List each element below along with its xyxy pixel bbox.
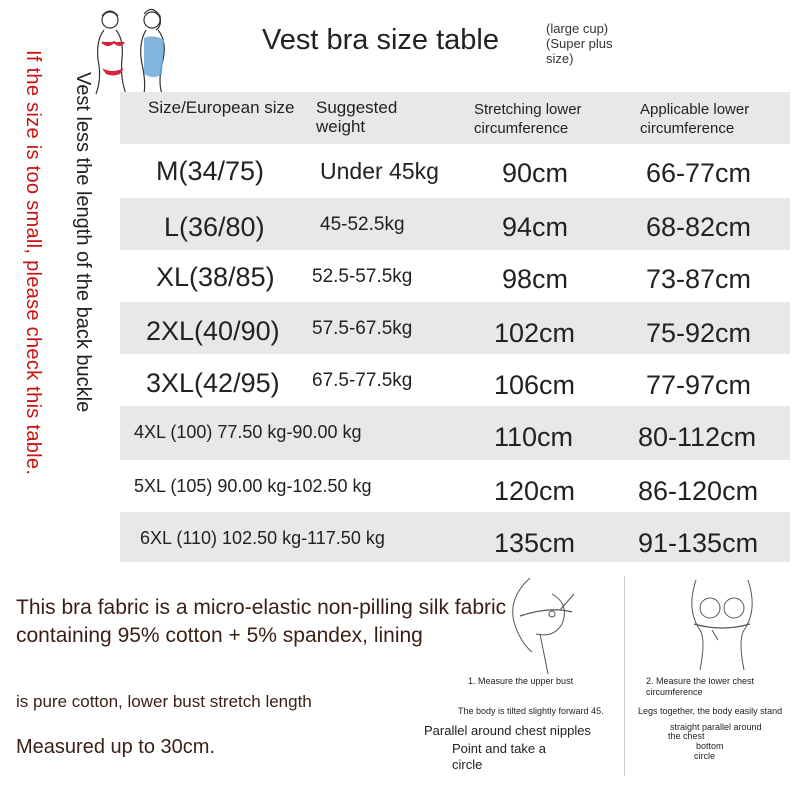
table-row [120, 460, 790, 512]
header-size: Size/European size [148, 98, 295, 117]
row-stretch: 110cm [494, 422, 574, 452]
size-warning-note [18, 50, 48, 580]
lower-chest-line2: the chest [668, 731, 705, 741]
row-size-weight: 6XL (110) 102.50 kg-117.50 kg [140, 528, 385, 548]
row-applicable: 73-87cm [646, 264, 752, 294]
row-weight: 45-52.5kg [320, 214, 405, 235]
table-header-row [120, 92, 790, 144]
row-applicable: 66-77cm [646, 158, 752, 188]
row-weight: 57.5-67.5kg [312, 318, 413, 339]
women-logo-illustration [88, 6, 188, 96]
lower-chest-line1: straight parallel around [670, 722, 762, 732]
row-applicable: 77-97cm [646, 370, 752, 400]
row-applicable: 86-120cm [638, 476, 759, 506]
table-row [120, 146, 790, 198]
upper-bust-line3: circle [452, 757, 483, 772]
measure-step-1-text: 1. Measure the upper bust [468, 676, 574, 686]
row-stretch: 106cm [494, 370, 576, 400]
header-applicable: Applicable lower circumference [640, 101, 750, 137]
cup-size-note: (large cup) (Super plus size) [546, 21, 613, 66]
row-weight: 52.5-57.5kg [312, 266, 413, 287]
row-applicable: 68-82cm [646, 212, 752, 242]
row-weight: 67.5-77.5kg [312, 370, 413, 391]
row-size: XL(38/85) [156, 262, 275, 292]
lower-chest-illustration [682, 574, 762, 674]
back-buckle-text: Vest less the length of the back buckle [72, 72, 94, 413]
table-row [120, 302, 790, 354]
tilt-note: The body is tilted slightly forward 45. [458, 706, 604, 716]
row-size: M(34/75) [156, 156, 265, 186]
fabric-description-3: Measured up to 30cm. [16, 736, 215, 758]
fabric-description-2: is pure cotton, lower bust stretch length [16, 692, 312, 711]
table-row [120, 512, 790, 562]
size-table [120, 92, 790, 562]
row-stretch: 120cm [494, 476, 576, 506]
measure-step-1 [468, 676, 573, 687]
table-row [120, 354, 790, 406]
row-applicable: 75-92cm [646, 318, 752, 348]
table-row [120, 198, 790, 250]
row-stretch: 98cm [502, 264, 569, 294]
header-weight: Suggested weight [316, 98, 398, 136]
row-size: 3XL(42/95) [146, 368, 280, 398]
row-weight: Under 45kg [320, 158, 439, 184]
page-title: Vest bra size table [262, 24, 499, 56]
legs-note: Legs together, the body easily stand [638, 706, 783, 716]
fabric-description: This bra fabric is a micro-elastic non-pilling silk fabric containing 95% cotton + 5% spandex, lining [16, 596, 507, 647]
upper-bust-line2: Point and take a [452, 741, 546, 756]
lower-chest-line3: bottom [696, 741, 724, 751]
table-row [120, 250, 790, 302]
row-stretch: 102cm [494, 318, 576, 348]
lower-chest-line4: circle [694, 751, 716, 761]
header-stretch: Stretching lower circumference [474, 101, 582, 137]
row-size: L(36/80) [164, 212, 265, 242]
row-applicable: 80-112cm [638, 422, 757, 452]
row-size-weight: 5XL (105) 90.00 kg-102.50 kg [134, 476, 372, 496]
row-stretch: 135cm [494, 528, 576, 558]
illustration-divider [624, 576, 625, 776]
upper-bust-line1: Parallel around chest nipples [424, 723, 591, 738]
row-stretch: 94cm [502, 212, 569, 242]
row-stretch: 90cm [502, 158, 569, 188]
size-warning-text: If the size is too small, please check this table. [22, 50, 44, 476]
upper-bust-illustration [500, 574, 590, 674]
row-size: 2XL(40/90) [146, 316, 280, 346]
row-applicable: 91-135cm [638, 528, 759, 558]
row-size-weight: 4XL (100) 77.50 kg-90.00 kg [134, 422, 362, 442]
back-buckle-note [68, 72, 98, 552]
table-row [120, 406, 790, 460]
measure-step-2: 2. Measure the lower chest circumference [646, 676, 755, 697]
